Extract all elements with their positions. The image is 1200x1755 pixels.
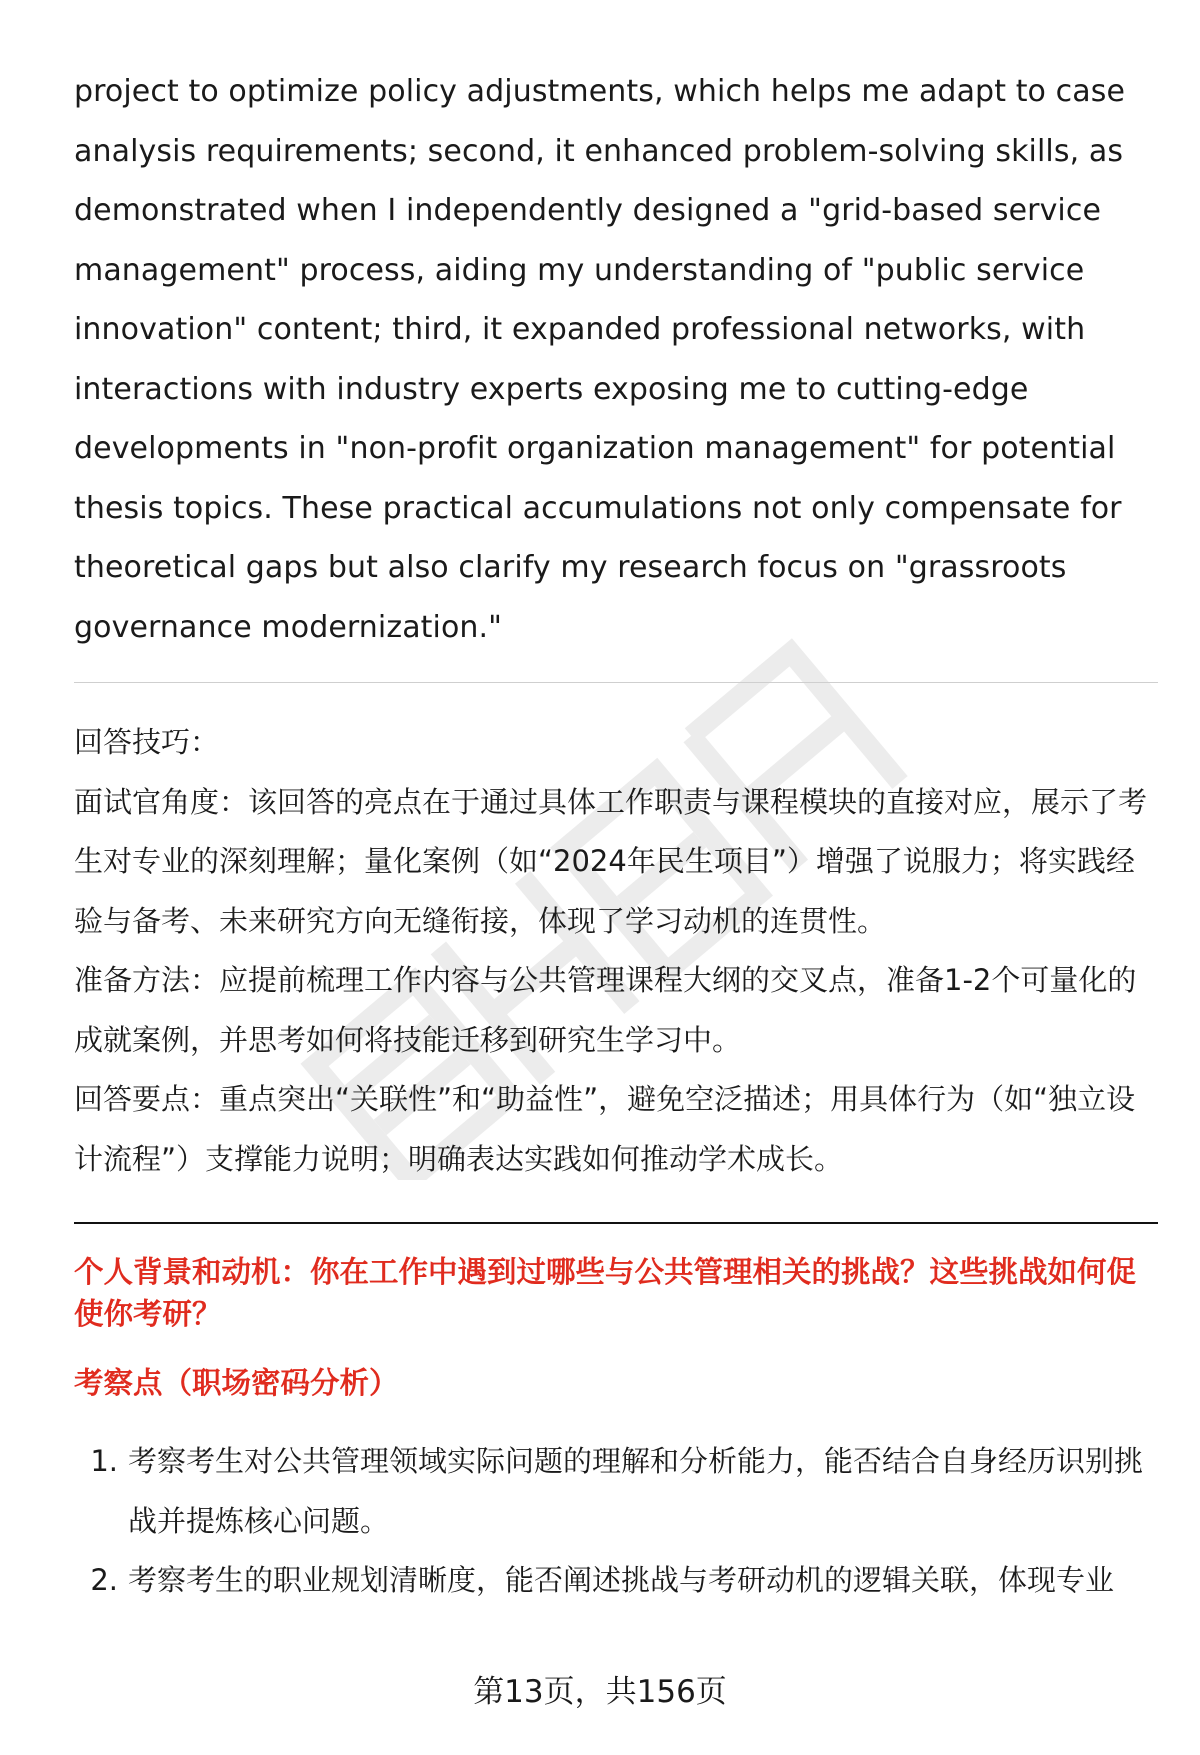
assessment-list bbox=[74, 1432, 1158, 1611]
answer-tips-section bbox=[74, 713, 1158, 1189]
list-item-number: 2. bbox=[90, 1563, 118, 1597]
section-divider bbox=[74, 682, 1158, 683]
question-title: 个人背景和动机：你在工作中遇到过哪些与公共管理相关的挑战？这些挑战如何促使你考研？ bbox=[74, 1255, 1137, 1331]
list-item bbox=[74, 1551, 1158, 1611]
list-item-text: 考察考生的职业规划清晰度，能否阐述挑战与考研动机的逻辑关联，体现专业 bbox=[128, 1563, 1115, 1597]
question-divider bbox=[74, 1222, 1158, 1224]
list-item-number: 1. bbox=[90, 1444, 118, 1478]
list-item-text: 考察考生对公共管理领域实际问题的理解和分析能力，能否结合自身经历识别挑战并提炼核心问题。 bbox=[128, 1444, 1144, 1538]
assessment-heading: 考察点（职场密码分析） bbox=[74, 1366, 399, 1400]
tips-preparation: 准备方法：应提前梳理工作内容与公共管理课程大纲的交叉点，准备1-2个可量化的成就案例，并思考如何将技能迁移到研究生学习中。 bbox=[74, 963, 1137, 1057]
document-page bbox=[74, 62, 1158, 1611]
tips-key-points: 回答要点：重点突出“关联性”和“助益性”，避免空泛描述；用具体行为（如“独立设计流程”）支撑能力说明；明确表达实践如何推动学术成长。 bbox=[74, 1082, 1136, 1176]
list-item bbox=[74, 1432, 1158, 1551]
page-footer: 第13页，共156页 bbox=[473, 1674, 727, 1710]
tips-interviewer-view: 面试官角度：该回答的亮点在于通过具体工作职责与课程模块的直接对应，展示了考生对专业的深刻理解；量化案例（如“2024年民生项目”）增强了说服力；将实践经验与备考、未来研究方向无缝衔接，体现了学习动机的连贯性。 bbox=[74, 784, 1148, 938]
tips-heading: 回答技巧： bbox=[74, 725, 220, 759]
intro-paragraph: project to optimize policy adjustments, which helps me adapt to case analysis requirements; second, it enhanced problem-solving skills, as demonstrated when I independently designed a "grid-based service management" process, aiding my understanding of "public service innovation" content; third, it expanded professional networks, with interactions with industry experts exposing me to cutting-edge developments in "non-profit organization management" for potential thesis topics. These practical accumulations not only compensate for theoretical gaps but also clarify my research focus on "grassroots governance modernization." bbox=[74, 74, 1126, 645]
